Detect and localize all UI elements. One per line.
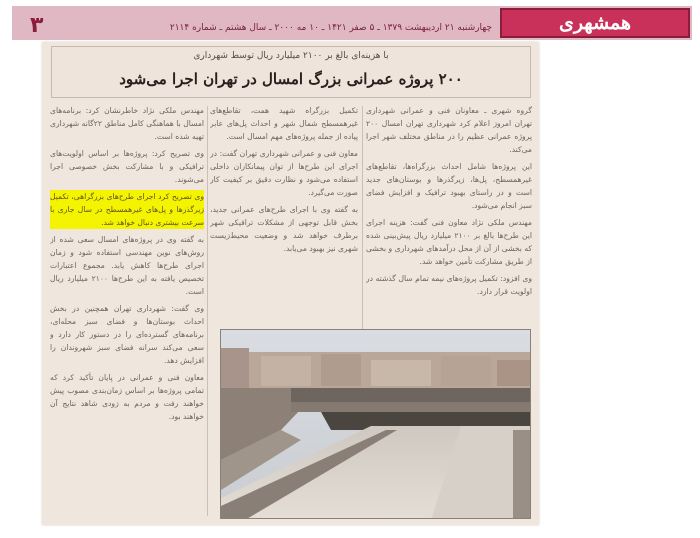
paragraph: این پروژه‌ها شامل احداث بزرگراه‌ها، تقاطع‌های غیرهمسطح، پل‌ها، زیرگذرها و بوستان‌های جدید است و در راستای بهبود ترافیک و افزایش فضای سبز انجام می‌شود.	[366, 162, 532, 210]
highlighted-paragraph: وی تصریح کرد اجرای طرح‌های بزرگراهی، تکمیل زیرگذرها و پل‌های غیرهمسطح در سال جاری با سرعت بیشتری دنبال خواهد شد.	[50, 192, 204, 227]
column-left	[50, 104, 204, 516]
newspaper-logo	[500, 8, 690, 38]
column-right-text	[366, 104, 532, 302]
paragraph: مهندس ملکی نژاد خاطرنشان کرد: برنامه‌های امسال با هماهنگی کامل مناطق ۲۲گانه شهرداری تهیه شده است.	[50, 106, 204, 141]
paragraph: معاون فنی و عمرانی در پایان تأکید کرد که تمامی پروژه‌ها بر اساس زمان‌بندی مصوب پیش خواهند رفت و مردم به زودی شاهد نتایج آن خواهند بود.	[50, 373, 204, 421]
column-divider	[362, 106, 363, 364]
paragraph: وی افزود: تکمیل پروژه‌های نیمه تمام سال گذشته در اولویت قرار دارد.	[366, 274, 532, 296]
issue-line: چهارشنبه ۲۱ اردیبهشت ۱۳۷۹ ـ ۵ صفر ۱۴۲۱ ـ ۱۰ مه ۲۰۰۰ ـ سال هشتم ـ شماره ۲۱۱۴	[169, 23, 492, 33]
column-middle	[210, 104, 358, 330]
paragraph: وی تصریح کرد: پروژه‌ها بر اساس اولویت‌های ترافیکی و با مشارکت بخش خصوصی اجرا می‌شوند.	[50, 149, 204, 184]
logo-text: همشهری	[558, 12, 632, 34]
paragraph: مهندس ملکی نژاد معاون فنی گفت: هزینه اجرای این طرح‌ها بالغ بر ۲۱۰۰ میلیارد ریال پیش‌بینی شده که بخشی از آن از محل درآمدهای شهرداری و بخشی از طریق مشارکت تأمین خواهد شد.	[366, 218, 532, 266]
paragraph: به گفته وی با اجرای طرح‌های عمرانی جدید، بخش قابل توجهی از مشکلات ترافیکی شهر برطرف خواهد شد و وضعیت محیط‌زیست شهری نیز بهبود می‌یابد.	[210, 205, 358, 253]
column-divider	[207, 106, 208, 516]
paragraph: به گفته وی در پروژه‌های امسال سعی شده از روش‌های نوین مهندسی استفاده شود و زمان اجرای طرح‌ها کاهش یابد. مجموع اعتبارات تخصیص یافته به این طرح‌ها ۲۱۰۰ میلیارد ریال است.	[50, 235, 204, 296]
paragraph: وی گفت: شهرداری تهران همچنین در بخش احداث بوستان‌ها و فضای سبز محله‌ای، برنامه‌های گسترده‌ای را در دستور کار دارد و سعی می‌کند سرانه فضای سبز شهروندان را افزایش دهد.	[50, 304, 204, 365]
construction-photo-image	[221, 330, 531, 519]
paragraph: گروه شهری ـ معاونان فنی و عمرانی شهرداری تهران امروز اعلام کرد شهرداری تهران امسال ۲۰۰ پروژه عمرانی عظیم را در مناطق مختلف شهر اجرا می‌کند.	[366, 106, 532, 154]
kicker: با هزینه‌ای بالغ بر ۲۱۰۰ میلیارد ریال توسط شهرداری	[193, 51, 389, 61]
paragraph: تکمیل بزرگراه شهید همت، تقاطع‌های غیرهمسطح شمال شهر و احداث پل‌های عابر پیاده از جمله پروژه‌های مهم امسال است.	[210, 106, 358, 141]
paragraph: معاون فنی و عمرانی شهرداری تهران گفت: در اجرای این طرح‌ها از توان پیمانکاران داخلی استفاده می‌شود و نظارت دقیق بر کیفیت کار صورت می‌گیرد.	[210, 149, 358, 197]
page-number: ۳	[30, 13, 44, 38]
article-clipping	[42, 42, 539, 525]
column-middle-text	[210, 104, 358, 259]
column-right	[366, 104, 532, 366]
column-left-text	[50, 104, 204, 427]
masthead	[12, 6, 692, 40]
headline-box	[51, 46, 531, 98]
headline: ۲۰۰ پروژه عمرانی بزرگ امسال در تهران اجرا می‌شود	[119, 70, 463, 88]
construction-photo	[220, 329, 531, 519]
